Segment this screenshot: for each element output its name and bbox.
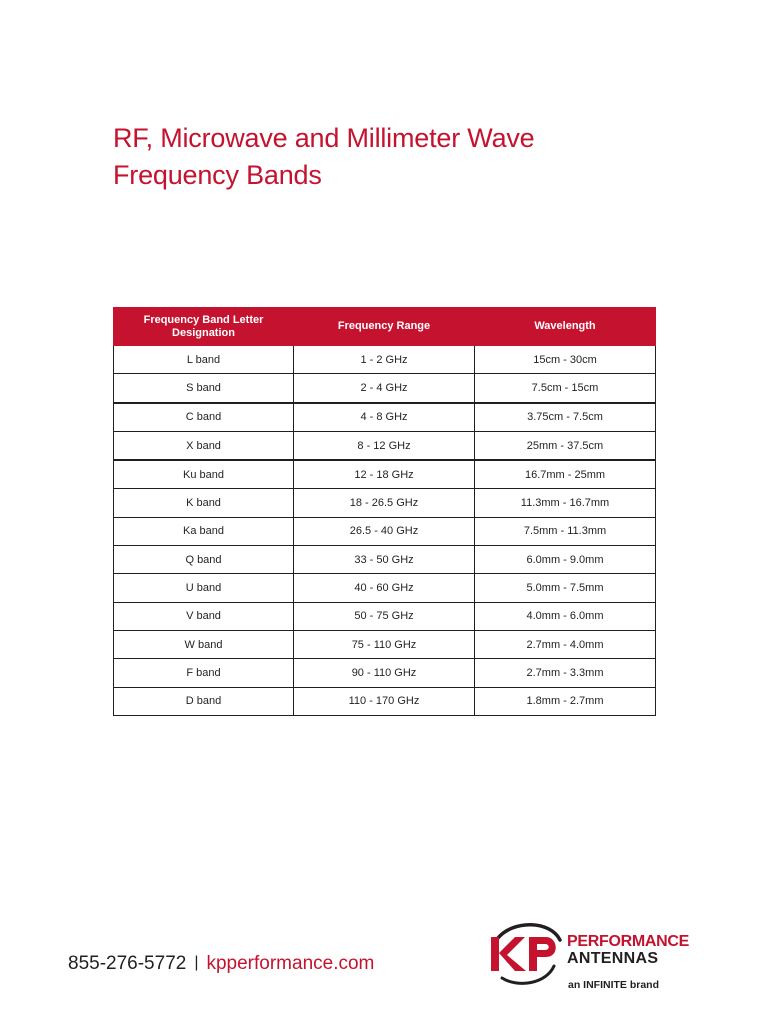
table-row — [114, 659, 656, 687]
website-link[interactable]: kpperformance.com — [206, 953, 375, 974]
page-title-line-2: Frequency Bands — [113, 160, 322, 190]
wavelength-cell: 11.3mm - 16.7mm — [475, 489, 656, 517]
band-cell: C band — [114, 403, 294, 432]
range-cell: 26.5 - 40 GHz — [294, 517, 475, 545]
range-cell: 2 - 4 GHz — [294, 374, 475, 403]
column-header-wavelength: Wavelength — [475, 308, 656, 346]
column-header-frequency-range: Frequency Range — [294, 308, 475, 346]
kp-logo-mark-icon — [488, 918, 568, 988]
band-cell: Q band — [114, 546, 294, 574]
band-cell: U band — [114, 574, 294, 602]
footer-contact — [68, 952, 374, 977]
range-cell: 75 - 110 GHz — [294, 630, 475, 658]
range-cell: 8 - 12 GHz — [294, 431, 475, 460]
wavelength-cell: 5.0mm - 7.5mm — [475, 574, 656, 602]
wavelength-cell: 2.7mm - 3.3mm — [475, 659, 656, 687]
table-row — [114, 602, 656, 630]
table-row — [114, 574, 656, 602]
phone-number[interactable]: 855-276-5772 — [68, 953, 187, 974]
wavelength-cell: 25mm - 37.5cm — [475, 431, 656, 460]
frequency-bands-table — [113, 307, 656, 716]
page-title-line-1: RF, Microwave and Millimeter Wave — [113, 123, 535, 153]
table-row — [114, 460, 656, 489]
table-row — [114, 403, 656, 432]
table-row — [114, 431, 656, 460]
band-cell: X band — [114, 431, 294, 460]
table-row — [114, 489, 656, 517]
footer-separator: | — [194, 954, 199, 971]
range-cell: 50 - 75 GHz — [294, 602, 475, 630]
band-cell: Ka band — [114, 517, 294, 545]
page-title — [113, 120, 673, 194]
wavelength-cell: 15cm - 30cm — [475, 346, 656, 374]
band-cell: F band — [114, 659, 294, 687]
band-cell: K band — [114, 489, 294, 517]
wavelength-cell: 6.0mm - 9.0mm — [475, 546, 656, 574]
range-cell: 90 - 110 GHz — [294, 659, 475, 687]
band-cell: S band — [114, 374, 294, 403]
table-row — [114, 630, 656, 658]
band-cell: Ku band — [114, 460, 294, 489]
table-row — [114, 687, 656, 715]
range-cell: 1 - 2 GHz — [294, 346, 475, 374]
logo-tagline: an INFINITE brand — [568, 979, 660, 991]
wavelength-cell: 2.7mm - 4.0mm — [475, 630, 656, 658]
band-cell: V band — [114, 602, 294, 630]
wavelength-cell: 3.75cm - 7.5cm — [475, 403, 656, 432]
table-row — [114, 546, 656, 574]
range-cell: 18 - 26.5 GHz — [294, 489, 475, 517]
band-cell: W band — [114, 630, 294, 658]
logo-performance-text: PERFORMANCE — [567, 933, 690, 950]
range-cell: 110 - 170 GHz — [294, 687, 475, 715]
wavelength-cell: 7.5mm - 11.3mm — [475, 517, 656, 545]
range-cell: 33 - 50 GHz — [294, 546, 475, 574]
range-cell: 40 - 60 GHz — [294, 574, 475, 602]
range-cell: 12 - 18 GHz — [294, 460, 475, 489]
wavelength-cell: 16.7mm - 25mm — [475, 460, 656, 489]
range-cell: 4 - 8 GHz — [294, 403, 475, 432]
wavelength-cell: 7.5cm - 15cm — [475, 374, 656, 403]
column-header-band-designation: Frequency Band Letter Designation — [114, 308, 294, 346]
wavelength-cell: 4.0mm - 6.0mm — [475, 602, 656, 630]
band-cell: D band — [114, 687, 294, 715]
table-header-row — [114, 308, 656, 346]
table-row — [114, 346, 656, 374]
band-cell: L band — [114, 346, 294, 374]
table-row — [114, 517, 656, 545]
table-row — [114, 374, 656, 403]
logo-antennas-text: ANTENNAS — [567, 950, 659, 967]
wavelength-cell: 1.8mm - 2.7mm — [475, 687, 656, 715]
